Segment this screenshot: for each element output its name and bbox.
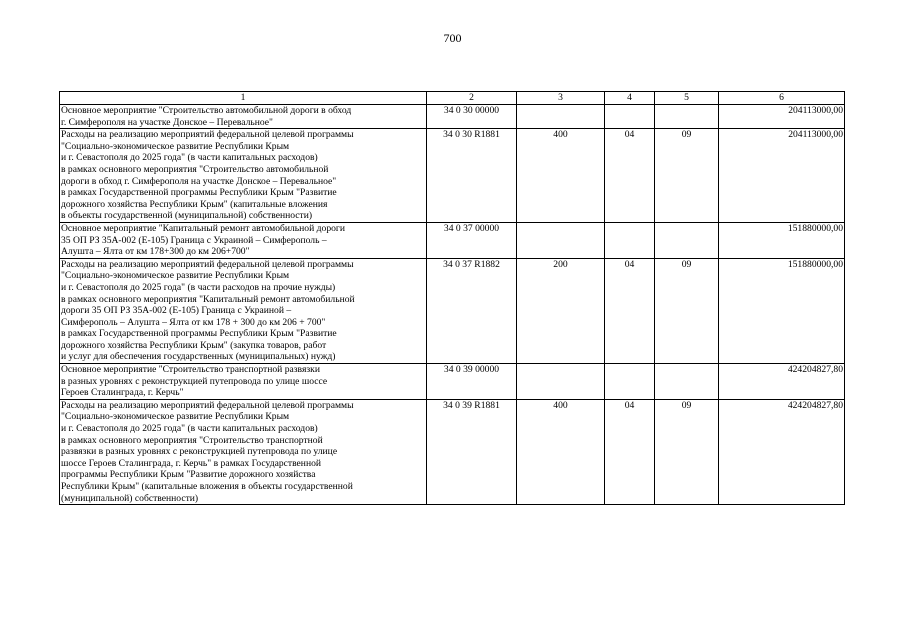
column-header: 5 xyxy=(655,92,719,105)
row-pr: 09 xyxy=(655,258,719,363)
row-name: Расходы на реализацию мероприятий федеральной целевой программы "Социально-экономическое развитие Республики Крым и г. Севастополя до 2025 года" (в части расходов на прочие нужды) в рамках основного мероприятия "Капитальный ремонт автомобильной дороги 35 ОП РЗ 35А-002 (Е-105) Граница с Украиной – Симферополь – Алушта – Ялта от км 178 + 300 до км 206 + 700" в рамках Государственной программы Республики Крым "Развитие дорожного хозяйства Республики Крым" (закупка товаров, работ и услуг для обеспечения государственных (муниципальных) нужд) xyxy=(60,258,427,363)
row-pr xyxy=(655,105,719,129)
row-sum: 151880000,00 xyxy=(719,222,845,258)
row-vr xyxy=(517,222,605,258)
row-sum: 424204827,80 xyxy=(719,364,845,400)
row-sum: 204113000,00 xyxy=(719,129,845,223)
row-pr: 09 xyxy=(655,399,719,504)
row-name: Основное мероприятие "Строительство автомобильной дороги в обход г. Симферополя на участке Донское – Перевальное" xyxy=(60,105,427,129)
row-name: Основное мероприятие "Капитальный ремонт автомобильной дороги 35 ОП РЗ 35А-002 (Е-105) Граница с Украиной – Симферополь – Алушта – Ялта от км 178+300 до км 206+700" xyxy=(60,222,427,258)
row-rz xyxy=(605,364,655,400)
row-vr: 400 xyxy=(517,129,605,223)
row-rz xyxy=(605,105,655,129)
row-code: 34 0 39 00000 xyxy=(427,364,517,400)
row-code: 34 0 37 R1882 xyxy=(427,258,517,363)
row-code: 34 0 30 R1881 xyxy=(427,129,517,223)
row-sum: 151880000,00 xyxy=(719,258,845,363)
page-number: 700 xyxy=(443,31,462,45)
table-row xyxy=(60,258,845,363)
row-pr xyxy=(655,364,719,400)
row-sum: 424204827,80 xyxy=(719,399,845,504)
row-pr: 09 xyxy=(655,129,719,223)
table-row xyxy=(60,399,845,504)
table-row xyxy=(60,364,845,400)
table-row xyxy=(60,105,845,129)
row-rz xyxy=(605,222,655,258)
row-vr xyxy=(517,105,605,129)
row-vr: 200 xyxy=(517,258,605,363)
table-row xyxy=(60,222,845,258)
row-code: 34 0 39 R1881 xyxy=(427,399,517,504)
row-vr: 400 xyxy=(517,399,605,504)
row-name: Расходы на реализацию мероприятий федеральной целевой программы "Социально-экономическое развитие Республики Крым и г. Севастополя до 2025 года" (в части капитальных расходов) в рамках основного мероприятия "Строительство автомобильной дороги в обход г. Симферополя на участке Донское – Перевальное" в рамках Государственной программы Республики Крым "Развитие дорожного хозяйства Республики Крым" (капитальные вложения в объекты государственной (муниципальной) собственности) xyxy=(60,129,427,223)
row-name: Расходы на реализацию мероприятий федеральной целевой программы "Социально-экономическое развитие Республики Крым и г. Севастополя до 2025 года" (в части капитальных расходов) в рамках основного мероприятия "Строительство транспортной развязки в разных уровнях с реконструкцией путепровода по улице шоссе Героев Сталинграда, г. Керчь" в рамках Государственной программы Республики Крым "Развитие дорожного хозяйства Республики Крым" (капитальные вложения в объекты государственной (муниципальной) собственности) xyxy=(60,399,427,504)
row-rz: 04 xyxy=(605,399,655,504)
row-rz: 04 xyxy=(605,129,655,223)
row-rz: 04 xyxy=(605,258,655,363)
column-header: 4 xyxy=(605,92,655,105)
row-code: 34 0 30 00000 xyxy=(427,105,517,129)
row-code: 34 0 37 00000 xyxy=(427,222,517,258)
column-header: 2 xyxy=(427,92,517,105)
row-name: Основное мероприятие "Строительство транспортной развязки в разных уровнях с реконструкцией путепровода по улице шоссе Героев Сталинграда, г. Керчь" xyxy=(60,364,427,400)
budget-table xyxy=(59,91,845,505)
column-header: 3 xyxy=(517,92,605,105)
row-sum: 204113000,00 xyxy=(719,105,845,129)
row-pr xyxy=(655,222,719,258)
column-header: 1 xyxy=(60,92,427,105)
row-vr xyxy=(517,364,605,400)
table-header-row xyxy=(60,92,845,105)
column-header: 6 xyxy=(719,92,845,105)
table-row xyxy=(60,129,845,223)
